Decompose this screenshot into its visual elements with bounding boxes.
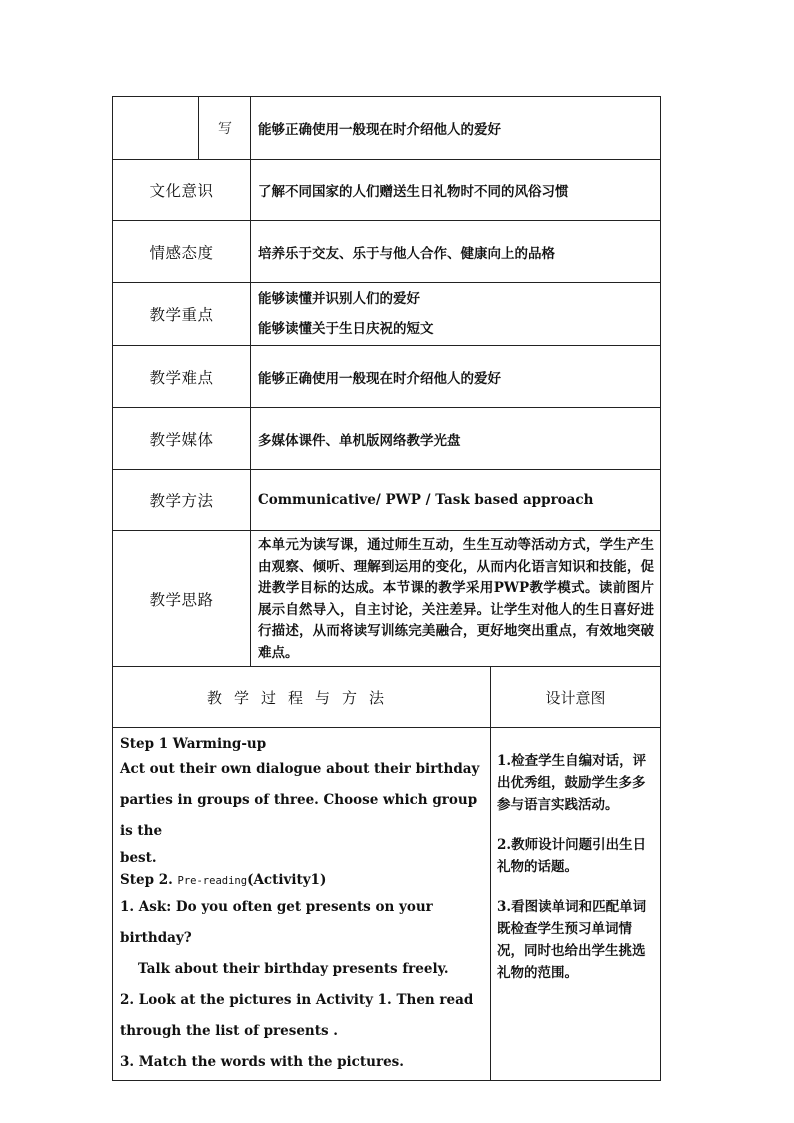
focus-line-2: 能够读懂关于生日庆祝的短文 — [258, 321, 434, 337]
empty-cell — [113, 97, 199, 160]
row-write — [113, 97, 661, 160]
process-content — [113, 728, 491, 1081]
step1-line-3: best. — [120, 850, 157, 866]
step2-prefix: Step 2. — [120, 872, 173, 888]
step1-title: Step 1 Warming-up — [120, 736, 267, 752]
row-process — [113, 728, 661, 1081]
process-header-text: 教学过程与方法 — [206, 688, 396, 707]
step2-title — [120, 869, 484, 892]
method-value: Communicative/ PWP / Task based approach — [251, 470, 661, 531]
item-3: 3. Match the words with the pictures. — [120, 1054, 404, 1070]
row-culture — [113, 160, 661, 221]
thinking-label: 教学思路 — [113, 531, 251, 667]
method-label: 教学方法 — [113, 470, 251, 531]
step2-suffix: (Activity1) — [247, 872, 327, 888]
row-section-header — [113, 667, 661, 728]
item-1-sub: Talk about their birthday presents freely. — [138, 961, 449, 977]
write-value: 能够正确使用一般现在时介绍他人的爱好 — [251, 97, 661, 160]
row-difficulty — [113, 346, 661, 408]
step1-line-1: Act out their own dialogue about their birthday — [120, 761, 480, 777]
design-note-1: 1.检查学生自编对话，评出优秀组，鼓励学生多多参与语言实践活动。 — [497, 753, 647, 813]
item-2-sub: through the list of presents . — [120, 1023, 338, 1039]
focus-value — [251, 283, 661, 346]
process-header — [113, 667, 491, 728]
focus-label: 教学重点 — [113, 283, 251, 346]
item-1: 1. Ask: Do you often get presents on your birthday? — [120, 899, 433, 946]
design-header: 设计意图 — [491, 667, 661, 728]
step1-line-2: parties in groups of three. Choose which group is the — [120, 792, 478, 839]
difficulty-value: 能够正确使用一般现在时介绍他人的爱好 — [251, 346, 661, 408]
design-note-3: 3.看图读单词和匹配单词既检查学生预习单词情况，同时也给出学生挑选礼物的范围。 — [497, 899, 647, 981]
lesson-plan-table — [112, 96, 661, 1081]
media-value: 多媒体课件、单机版网络教学光盘 — [251, 408, 661, 470]
step2-prereading: Pre-reading — [177, 875, 248, 887]
difficulty-label: 教学难点 — [113, 346, 251, 408]
row-focus — [113, 283, 661, 346]
row-method — [113, 470, 661, 531]
row-thinking — [113, 531, 661, 667]
item-2: 2. Look at the pictures in Activity 1. Then read — [120, 992, 474, 1008]
emotion-value: 培养乐于交友、乐于与他人合作、健康向上的品格 — [251, 221, 661, 283]
culture-label: 文化意识 — [113, 160, 251, 221]
design-content — [491, 728, 661, 1081]
design-note-2: 2.教师设计问题引出生日礼物的话题。 — [497, 837, 647, 875]
thinking-value: 本单元为读写课，通过师生互动，生生互动等活动方式，学生产生由观察、倾听、理解到运用的变化，从而内化语言知识和技能，促进教学目标的达成。本节课的教学采用PWP教学模式。读前图片展示自然导入，自主讨论，关注差异。让学生对他人的生日喜好进行描述，从而将读写训练完美融合，更好地突出重点，有效地突破难点。 — [251, 531, 661, 667]
focus-line-1: 能够读懂并识别人们的爱好 — [258, 291, 420, 307]
culture-value: 了解不同国家的人们赠送生日礼物时不同的风俗习惯 — [251, 160, 661, 221]
media-label: 教学媒体 — [113, 408, 251, 470]
emotion-label: 情感态度 — [113, 221, 251, 283]
row-emotion — [113, 221, 661, 283]
row-media — [113, 408, 661, 470]
write-sublabel: 写 — [199, 97, 251, 160]
